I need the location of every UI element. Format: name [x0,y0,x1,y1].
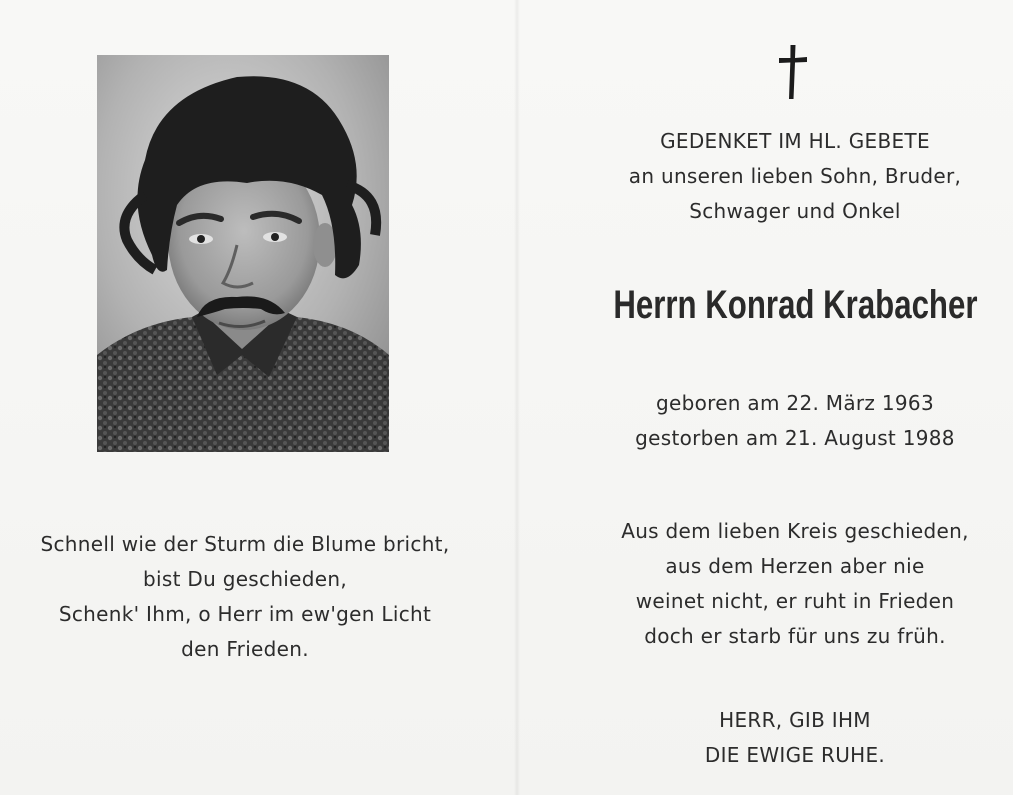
right-verse-line: aus dem Herzen aber nie [665,554,925,578]
right-verse [560,514,1013,654]
card-fold [514,0,520,795]
death-date: gestorben am 21. August 1988 [635,426,955,450]
birth-date: geboren am 22. März 1963 [655,391,934,415]
left-verse-line: den Frieden. [181,637,309,661]
right-verse-line: weinet nicht, er ruht in Frieden [635,589,955,613]
closing-prayer [560,703,1013,773]
left-verse-line: Schnell wie der Sturm die Blume bricht, [40,532,450,556]
intro-text [560,124,1013,229]
deceased-name: Herrn Konrad Krabacher [613,283,978,327]
life-dates [560,386,1013,456]
left-verse [0,527,490,667]
intro-line: an unseren lieben Sohn, Bruder, [628,164,962,188]
intro-line: Schwager und Onkel [689,199,901,223]
intro-line: GEDENKET IM HL. GEBETE [660,129,930,153]
left-verse-line: Schenk' Ihm, o Herr im ew'gen Licht [58,602,432,626]
latin-cross-icon [778,44,808,100]
left-verse-line: bist Du geschieden, [143,567,347,591]
right-verse-line: doch er starb für uns zu früh. [644,624,946,648]
right-verse-line: Aus dem lieben Kreis geschieden, [621,519,969,543]
closing-line: DIE EWIGE RUHE. [704,743,886,767]
portrait-photo [97,55,389,452]
closing-line: HERR, GIB IHM [719,708,871,732]
